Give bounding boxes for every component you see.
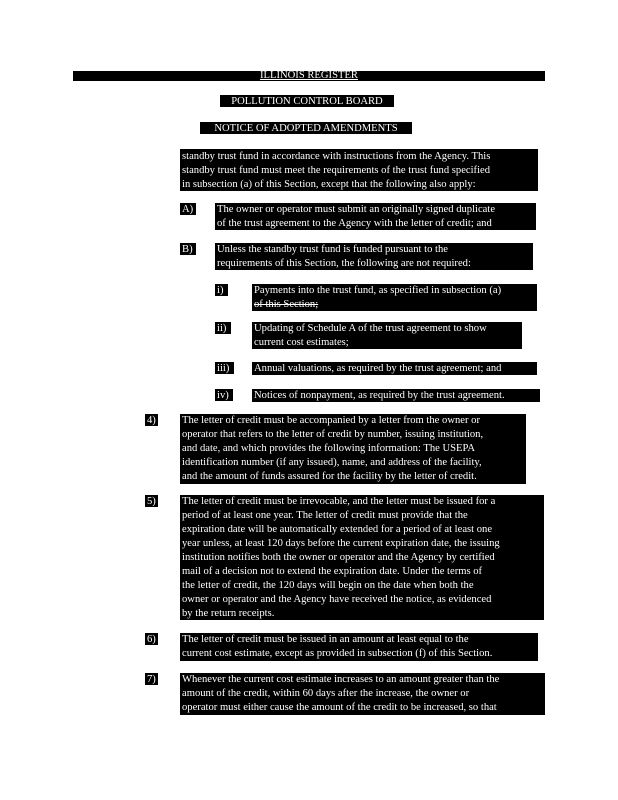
notice-title: NOTICE OF ADOPTED AMENDMENTS — [214, 123, 398, 134]
item-7-line-3: operator must either cause the amount of the credit to be increased, so that — [182, 702, 497, 713]
register-title-text: ILLINOIS REGISTER — [260, 70, 358, 81]
item-4-label: 4) — [147, 415, 156, 426]
sub-iv-line-1: Notices of nonpayment, as required by the trust agreement. — [254, 390, 505, 401]
item-7-label: 7) — [147, 674, 156, 685]
sub-i-label: i) — [217, 285, 224, 296]
intro-line-3: in subsection (a) of this Section, except that the following also apply: — [182, 179, 476, 190]
board-title: POLLUTION CONTROL BOARD — [231, 96, 383, 107]
sub-iii-label: iii) — [217, 363, 230, 374]
item-4-line-4: identification number (if any issued), name, and address of the facility, — [182, 457, 482, 468]
item-4-line-5: and the amount of funds assured for the facility by the letter of credit. — [182, 471, 477, 482]
item-5-line-9: by the return receipts. — [182, 608, 275, 619]
sub-ii-label: ii) — [217, 323, 227, 334]
item-4-line-2: operator that refers to the letter of credit by number, issuing institution, — [182, 429, 484, 440]
item-5-line-8: owner or operator and the Agency have received the notice, as evidenced — [182, 594, 492, 605]
sub-i-line-2: of this Section; — [254, 299, 319, 310]
item-6-line-2: current cost estimate, except as provided in subsection (f) of this Section. — [182, 648, 493, 659]
intro-line-2: standby trust fund must meet the requirements of the trust fund specified — [182, 165, 491, 176]
item-6-label: 6) — [147, 634, 156, 645]
item-7-line-1: Whenever the current cost estimate increases to an amount greater than the — [182, 674, 500, 685]
item-5-line-2: period of at least one year. The letter of credit must provide that the — [182, 510, 468, 521]
item-7-line-2: amount of the credit, within 60 days after the increase, the owner or — [182, 688, 470, 699]
item-5-line-4: year unless, at least 120 days before the current expiration date, the issuing — [182, 538, 500, 549]
item-a-label: A) — [182, 204, 194, 215]
item-5-line-3: expiration date will be automatically extended for a period of at least one — [182, 524, 493, 535]
item-a-line-1: The owner or operator must submit an originally signed duplicate — [217, 204, 496, 215]
item-4-line-3: and date, and which provides the following information: The USEPA — [182, 443, 476, 454]
intro-line-1: standby trust fund in accordance with instructions from the Agency. This — [182, 151, 491, 162]
item-5-line-7: the letter of credit, the 120 days will begin on the date when both the — [182, 580, 474, 591]
item-4-line-1: The letter of credit must be accompanied by a letter from the owner or — [182, 415, 480, 426]
item-5-label: 5) — [147, 496, 156, 507]
item-6-line-1: The letter of credit must be issued in an amount at least equal to the — [182, 634, 469, 645]
sub-ii-line-2: current cost estimates; — [254, 337, 349, 348]
item-b-line-2: requirements of this Section, the following are not required: — [217, 258, 471, 269]
item-a-line-2: of the trust agreement to the Agency with the letter of credit; and — [217, 218, 492, 229]
item-b-label: B) — [182, 244, 193, 255]
item-5-line-6: mail of a decision not to extend the expiration date. Under the terms of — [182, 566, 483, 577]
sub-iv-label: iv) — [217, 390, 229, 401]
item-5-line-5: institution notifies both the owner or operator and the Agency by certified — [182, 552, 495, 563]
sub-ii-line-1: Updating of Schedule A of the trust agreement to show — [254, 323, 487, 334]
item-b-line-1: Unless the standby trust fund is funded pursuant to the — [217, 244, 448, 255]
item-5-line-1: The letter of credit must be irrevocable, and the letter must be issued for a — [182, 496, 496, 507]
register-title — [73, 69, 545, 82]
sub-iii-line-1: Annual valuations, as required by the trust agreement; and — [254, 363, 502, 374]
sub-i-line-1: Payments into the trust fund, as specified in subsection (a) — [254, 285, 502, 296]
